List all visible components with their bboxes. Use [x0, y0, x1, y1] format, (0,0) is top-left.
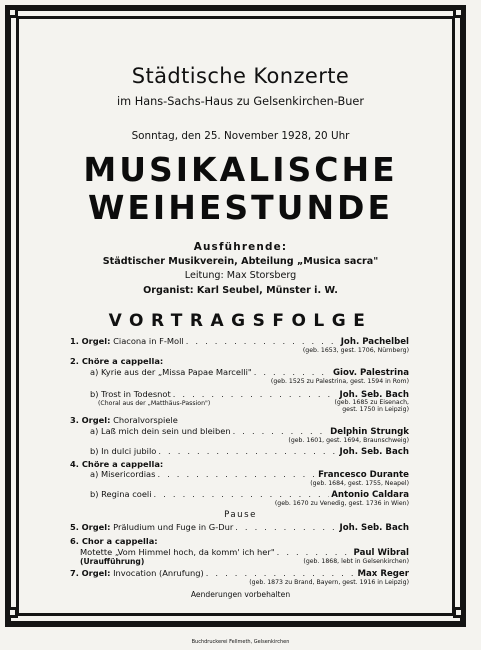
program-item-3	[70, 415, 178, 425]
item-composer: Max Reger	[357, 569, 409, 579]
item-type: Orgel:	[81, 415, 111, 425]
item-number: 1.	[70, 336, 79, 346]
item-type: Chöre a cappella:	[81, 459, 164, 469]
composer-dates: (geb. 1684, gest. 1755, Neapel)	[310, 480, 409, 487]
leader-dots	[158, 446, 337, 456]
item-piece: b) Regina coeli	[90, 489, 152, 499]
leader-dots	[235, 522, 337, 532]
item-piece: Motette „Vom Himmel hoch, da komm' ich her"	[80, 547, 275, 557]
headline-1: MUSIKALISCHE	[83, 150, 398, 189]
performers-heading: Ausführende:	[193, 241, 288, 253]
leader-dots	[186, 336, 339, 346]
item-composer: Joh. Seb. Bach	[339, 523, 409, 533]
leader-dots	[206, 568, 356, 578]
item-composer: Francesco Durante	[318, 470, 409, 480]
composer-dates: (geb. 1670 zu Venedig, gest. 1736 in Wien)	[274, 500, 409, 507]
program-item-7	[70, 568, 409, 579]
composer-dates: (geb. 1685 zu Eisenach,	[334, 399, 409, 406]
item-composer: Joh. Seb. Bach	[339, 390, 409, 400]
printer-imprint: Buchdruckerei Fellmeth, Gelsenkirchen	[191, 639, 290, 645]
item-piece: b) Trost in Todesnot	[90, 389, 171, 399]
organist-line: Organist: Karl Seubel, Münster i. W.	[143, 285, 338, 296]
item-piece: Präludium und Fuge in G-Dur	[113, 522, 234, 532]
item-number: 3.	[70, 415, 79, 425]
series-title: Städtische Konzerte	[131, 64, 350, 88]
item-number: 5.	[70, 522, 79, 532]
headline-2: WEIHESTUNDE	[87, 188, 393, 227]
leader-dots	[157, 469, 316, 479]
item-type: Chor a cappella:	[81, 536, 158, 546]
program-item-5	[70, 522, 409, 533]
program-item-4a	[90, 469, 409, 480]
performers-line: Städtischer Musikverein, Abteilung „Musica sacra"	[102, 256, 379, 267]
program-item-3a	[90, 426, 409, 437]
leader-dots	[254, 367, 331, 377]
leader-dots	[277, 547, 352, 557]
leader-dots	[154, 489, 330, 499]
corner-ornament	[453, 7, 464, 18]
date-line: Sonntag, den 25. November 1928, 20 Uhr	[131, 130, 350, 142]
changes-reserved-note: Aenderungen vorbehalten	[190, 590, 291, 599]
program-item-3b	[90, 446, 409, 457]
corner-ornament	[453, 607, 464, 618]
program-item-4	[70, 459, 163, 469]
composer-dates: (geb. 1653, gest. 1706, Nürnberg)	[302, 347, 409, 354]
program-item-2	[70, 356, 163, 366]
program-heading: VORTRAGSFOLGE	[108, 311, 373, 331]
item-number: 2.	[70, 356, 79, 366]
composer-dates: (geb. 1868, lebt in Gelsenkirchen)	[303, 558, 409, 565]
corner-ornament	[7, 7, 18, 18]
composer-dates: (geb. 1873 zu Brand, Bayern, gest. 1916 in Leipzig)	[249, 579, 409, 586]
venue-line: im Hans-Sachs-Haus zu Gelsenkirchen-Buer	[116, 95, 364, 108]
item-type: Orgel:	[81, 522, 111, 532]
program-item-2a	[90, 367, 409, 378]
item-piece: a) Misericordias	[90, 469, 156, 479]
item-number: 7.	[70, 568, 79, 578]
conductor-line: Leitung: Max Storsberg	[184, 270, 297, 281]
item-type: Orgel:	[81, 336, 111, 346]
composer-dates: (geb. 1525 zu Palestrina, gest. 1594 in Rom)	[270, 378, 409, 385]
item-piece: Choralvorspiele	[113, 415, 178, 425]
program-item-4b	[90, 489, 409, 500]
composer-dates: gest. 1750 in Leipzig)	[342, 406, 409, 413]
item-composer: Joh. Seb. Bach	[339, 447, 409, 457]
intermission: Pause	[224, 510, 257, 520]
item-number: 4.	[70, 459, 79, 469]
item-composer: Paul Wibral	[353, 548, 409, 558]
piece-subnote: (Choral aus der „Matthäus-Passion")	[98, 400, 211, 407]
premiere-note: (Uraufführung)	[80, 557, 145, 566]
item-type: Chöre a cappella:	[81, 356, 164, 366]
item-composer: Giov. Palestrina	[332, 368, 409, 378]
item-composer: Joh. Pachelbel	[340, 337, 409, 347]
leader-dots	[173, 389, 338, 399]
item-piece: b) In dulci jubilo	[90, 446, 157, 456]
item-composer: Antonio Caldara	[331, 490, 409, 500]
program-item-6	[70, 536, 158, 546]
item-type: Orgel:	[81, 568, 111, 578]
item-piece: a) Kyrie aus der „Missa Papae Marcelli"	[90, 367, 252, 377]
item-piece: a) Laß mich dein sein und bleiben	[90, 426, 231, 436]
item-composer: Delphin Strungk	[330, 427, 409, 437]
item-piece: Ciacona in F-Moll	[113, 336, 184, 346]
corner-ornament	[7, 607, 18, 618]
item-number: 6.	[70, 536, 79, 546]
composer-dates: (geb. 1601, gest. 1694, Braunschweig)	[288, 437, 409, 444]
program-item-1	[70, 336, 409, 347]
item-piece: Invocation (Anrufung)	[113, 568, 204, 578]
leader-dots	[233, 426, 329, 436]
